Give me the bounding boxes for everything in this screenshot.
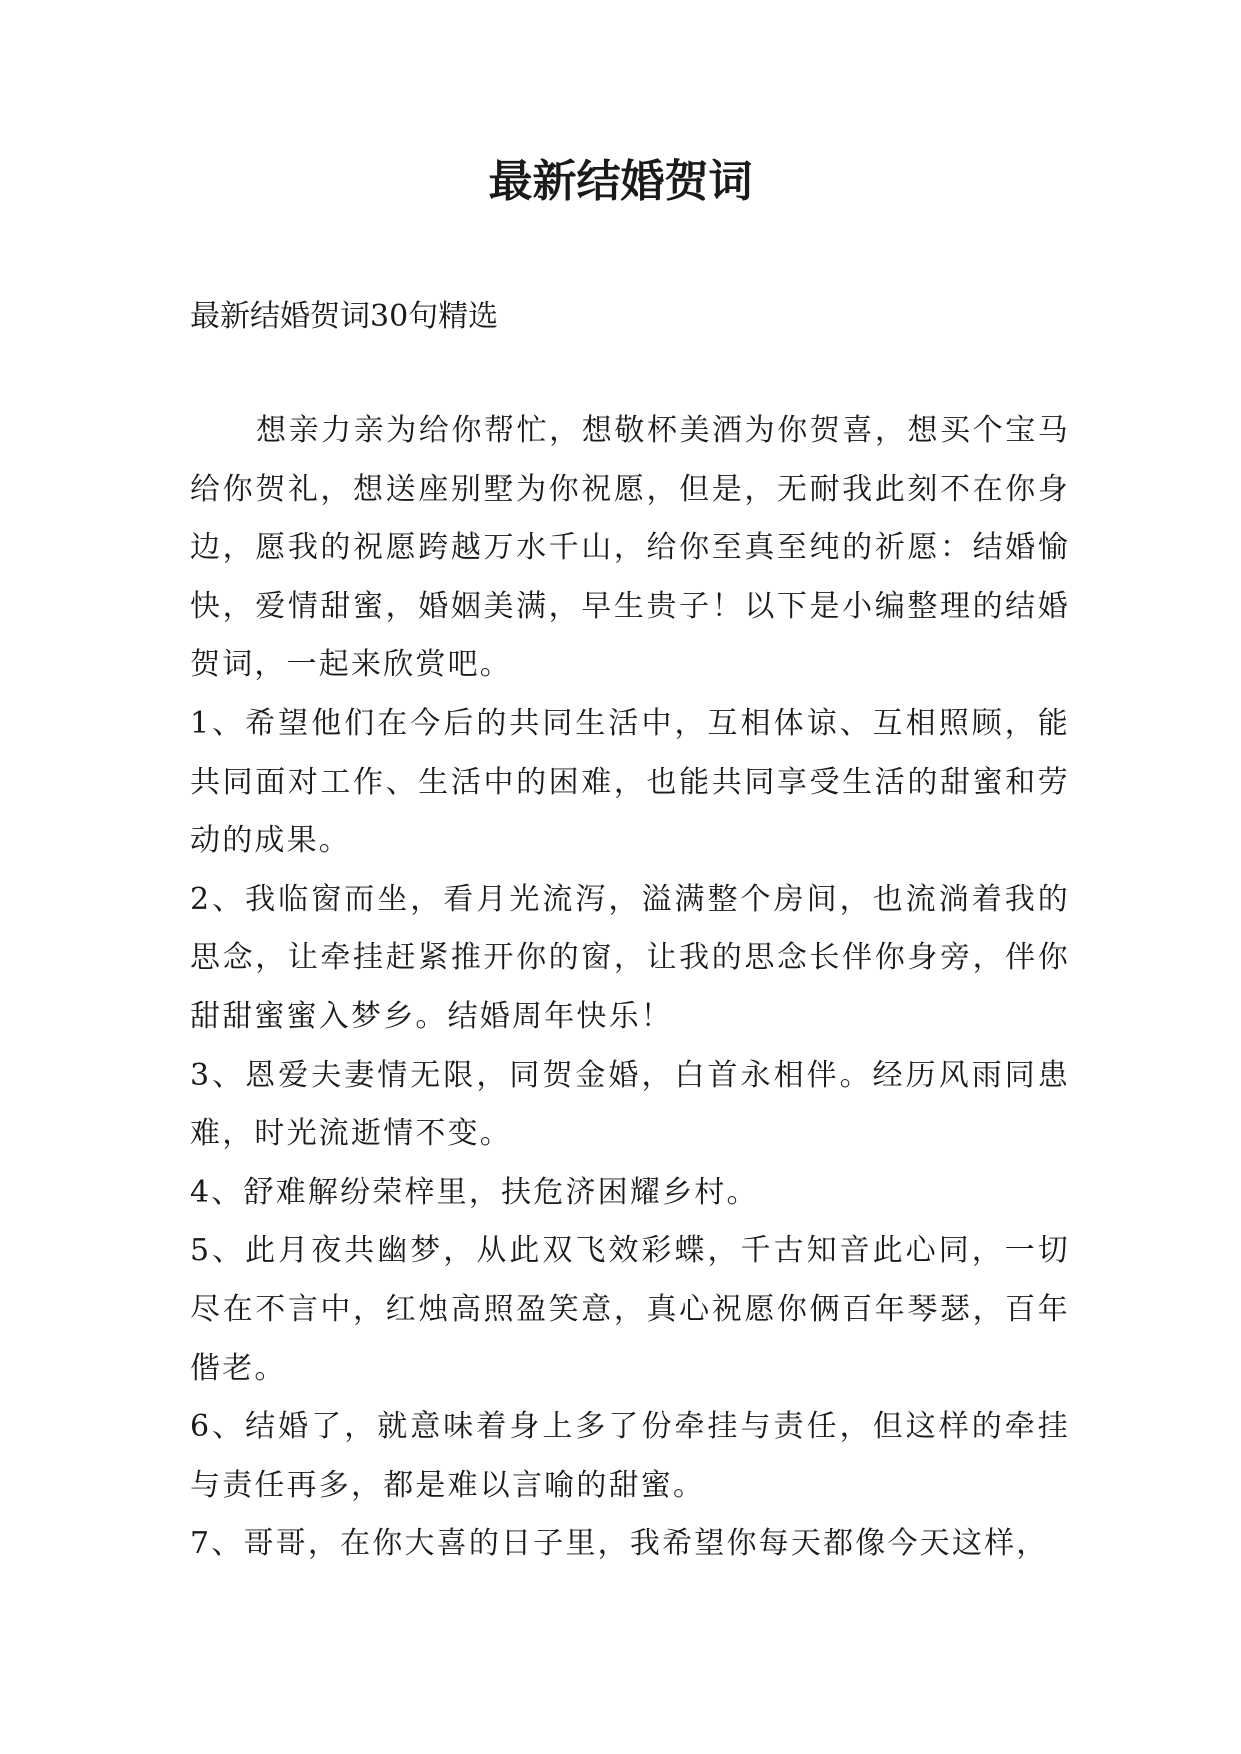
- intro-paragraph: 想亲力亲为给你帮忙，想敬杯美酒为你贺喜，想买个宝马给你贺礼，想送座别墅为你祝愿，但是，无耐我此刻不在你身边，愿我的祝愿跨越万水千山，给你至真至纯的祈愿：结婚愉快，爱情甜蜜，婚姻美满，早生贵子！以下是小编整理的结婚贺词，一起来欣赏吧。: [190, 413, 1070, 683]
- list-item: 7、哥哥，在你大喜的日子里，我希望你每天都像今天这样，: [190, 1526, 1049, 1562]
- document-title: 最新结婚贺词: [488, 156, 753, 207]
- list-item: 3、恩爱夫妻情无限，同贺金婚，白首永相伴。经历风雨同患难，时光流逝情不变。: [190, 1057, 1070, 1152]
- list-item: 1、希望他们在今后的共同生活中，互相体谅、互相照顾，能共同面对工作、生活中的困难，也能共同享受生活的甜蜜和劳动的成果。: [190, 705, 1070, 859]
- list-item: 5、此月夜共幽梦，从此双飞效彩蝶，千古知音此心同，一切尽在不言中，红烛高照盈笑意，真心祝愿你俩百年琴瑟，百年偕老。: [190, 1233, 1070, 1386]
- list-item: 4、舒难解纷荣梓里，扶危济困耀乡村。: [190, 1174, 759, 1210]
- document-body: [190, 402, 1070, 1574]
- list-item: 2、我临窗而坐，看月光流泻，溢满整个房间，也流淌着我的思念，让牵挂赶紧推开你的窗，让我的思念长伴你身旁，伴你甜甜蜜蜜入梦乡。结婚周年快乐！: [190, 881, 1070, 1034]
- document-subtitle: 最新结婚贺词30句精选: [190, 299, 499, 334]
- list-item: 6、结婚了，就意味着身上多了份牵挂与责任，但这样的牵挂与责任再多，都是难以言喻的甜蜜。: [190, 1409, 1070, 1503]
